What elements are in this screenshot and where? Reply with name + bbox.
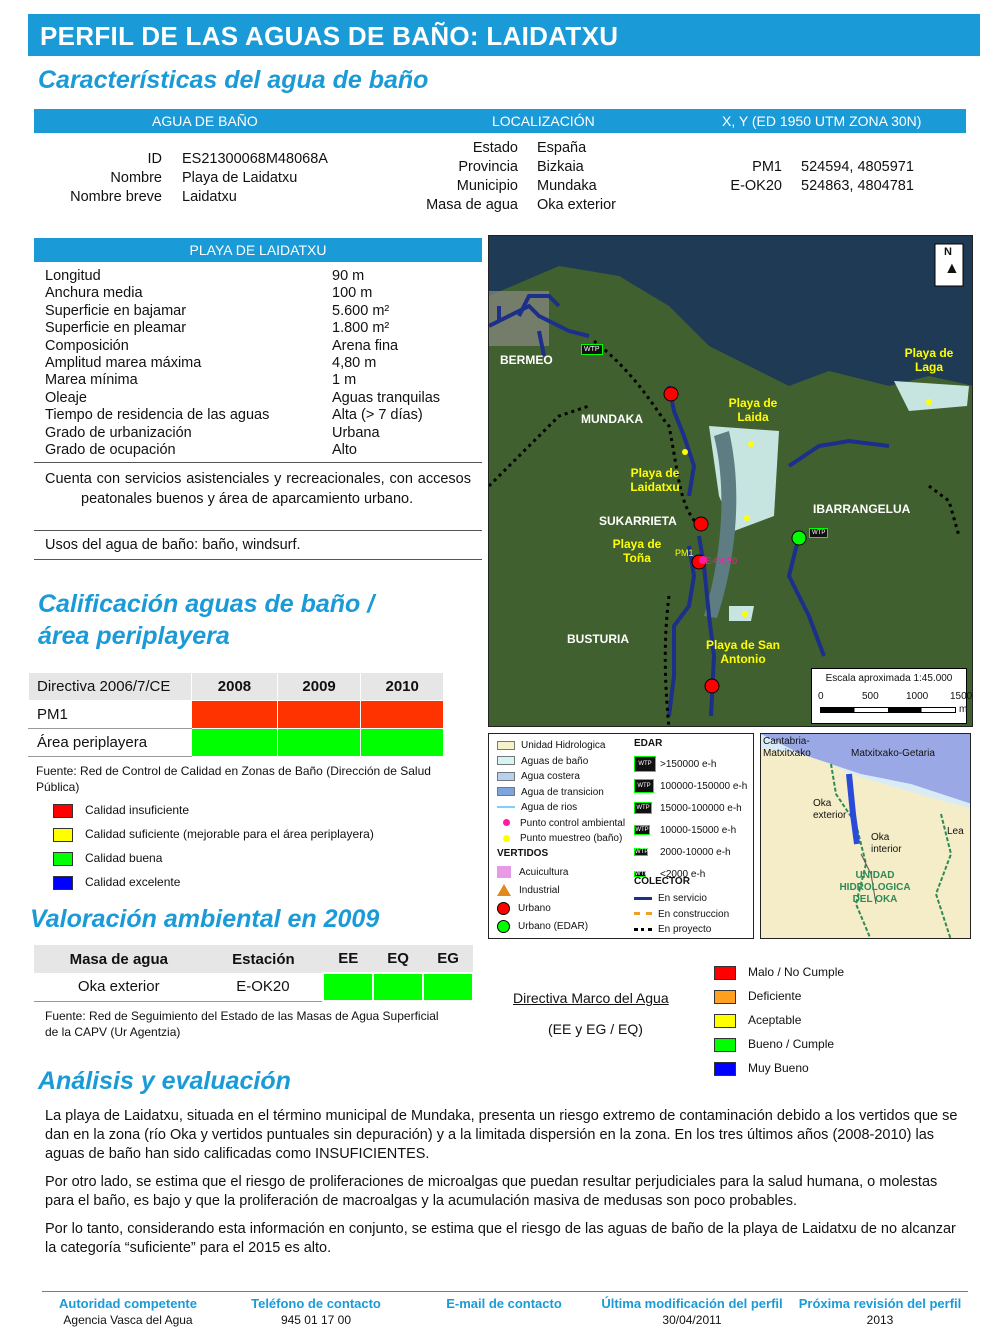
legend-edar-label: 15000-100000 e-h [660, 803, 742, 814]
inset-label-e: Lea [947, 826, 964, 837]
inset-label-d: Oka interior [871, 832, 902, 855]
legend-hydro-item [497, 800, 625, 816]
caract-values [182, 150, 328, 207]
playa-attr-value: Alto [332, 442, 357, 459]
calif-heading-line2: área periplayera [38, 622, 230, 650]
legend-swatch [714, 1062, 736, 1076]
dma-link[interactable]: Directiva Marco del Agua [513, 990, 669, 1006]
legend-hydro-label: Aguas de baño [521, 755, 589, 767]
north-arrow-label: N [944, 246, 952, 258]
section-heading-calificacion [38, 588, 374, 652]
map-label-laidatxu: Playa de Laidatxu [630, 466, 680, 494]
caract-keys [40, 150, 162, 207]
legend-edar-item [634, 798, 747, 820]
playa-row [45, 407, 482, 424]
cell-ee [323, 973, 373, 1001]
footer-label: Teléfono de contacto [251, 1296, 381, 1311]
footer-label: Autoridad competente [59, 1296, 197, 1311]
calif-heading-line1: Calificación aguas de baño / [38, 590, 375, 618]
legend-hydro-label: Agua costera [521, 771, 580, 782]
legend-symbol [497, 866, 511, 878]
legend-edar-label: >150000 e-h [660, 759, 717, 770]
map-label-mundaka: MUNDAKA [581, 412, 643, 426]
legend-item [714, 984, 844, 1008]
scale-tick-label: 1500 [950, 691, 973, 702]
footer-label: E-mail de contacto [446, 1296, 562, 1311]
map-label-santonio: Playa de San Antonio [705, 638, 781, 666]
legend-vertido-item [497, 882, 588, 900]
playa-attr-key: Superficie en pleamar [45, 320, 187, 337]
footer-value: 945 01 17 00 [280, 1313, 352, 1327]
playa-row [45, 303, 482, 320]
playa-row [45, 355, 482, 372]
legend-hydro [497, 738, 625, 847]
playa-attr-value: 5.600 m² [332, 302, 390, 319]
legend-label: Calidad buena [85, 851, 163, 865]
legend-symbol [497, 884, 511, 896]
legend-label: Calidad suficiente (mejorable para el área periplayera) [85, 827, 374, 841]
legend-symbol [497, 902, 510, 915]
legend-swatch [53, 876, 73, 890]
id-value: ES21300068M48068A [182, 151, 328, 167]
coord-keys [700, 158, 782, 196]
legend-swatch [497, 741, 515, 750]
legend-hydro-item [497, 785, 625, 801]
legend-colector-item [634, 891, 729, 907]
legend-hydro-item [497, 816, 625, 832]
legend-swatch [53, 804, 73, 818]
dma-subtitle: (EE y EG / EQ) [548, 1021, 643, 1037]
inset-svg [761, 734, 971, 939]
usos-text: Usos del agua de baño: baño, windsurf. [45, 537, 301, 553]
legend-swatch [497, 806, 515, 808]
playa-attr-value: 1 m [332, 372, 357, 389]
legend-swatch [497, 787, 515, 796]
playa-attr-key: Amplitud marea máxima [45, 355, 202, 372]
provincia-key: Provincia [458, 159, 518, 175]
section-heading-valoracion: Valoración ambiental en 2009 [30, 905, 380, 933]
legend-swatch [503, 835, 510, 842]
wtp-icon: WTP [809, 528, 828, 538]
map-label-laida: Playa de Laida [728, 396, 778, 424]
footer-divider [42, 1291, 968, 1292]
legend-hydro-item [497, 754, 625, 770]
edar-heading: EDAR [634, 738, 663, 749]
estado-key: Estado [472, 140, 518, 156]
playa-attr-key: Oleaje [45, 389, 87, 406]
legend-swatch [714, 1038, 736, 1052]
map-label-bermeo: BERMEO [500, 353, 553, 367]
wtp-icon: WTP [634, 756, 656, 772]
col-masa: Masa de agua [69, 950, 168, 968]
legend-hydro-label: Agua de rios [521, 802, 578, 813]
row-pm1-label: PM1 [29, 701, 192, 729]
footer-column [786, 1296, 974, 1327]
playa-row [45, 425, 482, 442]
divider [34, 462, 482, 463]
playa-attr-key: Marea mínima [45, 372, 138, 389]
map-label-busturia: BUSTURIA [567, 632, 629, 646]
legend-colector-item [634, 922, 729, 938]
col-localizacion: LOCALIZACIÓN [492, 113, 595, 129]
loc-values [537, 139, 616, 215]
col-eg: EG [437, 950, 459, 967]
playa-attr-value: 4,80 m [332, 355, 377, 372]
legend-item [714, 960, 844, 984]
legend-swatch [714, 1014, 736, 1028]
col-eq: EQ [387, 950, 409, 967]
playa-header: PLAYA DE LAIDATXU [34, 238, 482, 262]
analisis-p1: La playa de Laidatxu, situada en el término municipal de Mundaka, presenta un riesgo extremo de contaminación debido a los vertidos que se dan en la zona (río Oka y vertidos puntuales sin depuración) y a la limitada dispersión en la zona. En los tres últimos años (2008-2010) las aguas de baño han sido calificadas como INSUFICIENTES. [45, 1108, 958, 1162]
col-estacion: Estación [232, 950, 295, 968]
playa-attr-value: Arena fina [332, 337, 399, 354]
footer [34, 1296, 974, 1327]
map-label-ibarrangelua: IBARRANGELUA [813, 502, 911, 516]
legend-hydro-item [497, 831, 625, 847]
footer-value: Agencia Vasca del Agua [63, 1313, 193, 1327]
pm1-coords: 524594, 4805971 [801, 159, 914, 175]
legend-swatch [503, 819, 510, 826]
calif-legend [53, 798, 374, 894]
legend-vertido-item [497, 900, 588, 918]
playa-attr-key: Composición [45, 337, 129, 354]
masa-key: Masa de agua [426, 197, 518, 213]
col-2010: 2010 [361, 673, 444, 701]
scale-tick-label: 1000 [906, 691, 929, 702]
pm1-key: PM1 [752, 159, 782, 175]
municipio-value: Mundaka [537, 178, 597, 194]
playa-attr-value: Urbana [332, 424, 380, 441]
scale-tick-label: 0 [818, 691, 824, 702]
eok20-key: E-OK20 [730, 178, 782, 194]
valoracion-table [34, 945, 474, 1002]
legend-edar-label: 100000-150000 e-h [660, 781, 748, 792]
playa-attr-value: Aguas tranquilas [332, 389, 441, 406]
aerial-map[interactable] [488, 235, 973, 727]
playa-attributes [45, 268, 482, 459]
valor-fuente: Fuente: Red de Seguimiento del Estado de las Masas de Agua Superficial de la CAPV (Ur Agentzia) [45, 1009, 439, 1039]
map-label-eok20: E-OK20 [705, 556, 738, 566]
playa-attr-key: Grado de urbanización [45, 424, 192, 441]
playa-attr-value: 1.800 m² [332, 320, 390, 337]
map-label-pm1: PM1 [675, 548, 694, 558]
north-arrow-icon: ▲ [944, 260, 960, 277]
wtp-icon: WTP [635, 871, 649, 878]
legend-swatch [714, 990, 736, 1004]
inset-label-b: Matxitxako-Getaria [851, 748, 935, 759]
scale-unit: m [959, 704, 968, 715]
legend-hydro-item [497, 738, 625, 754]
eok20-coords: 524863, 4804781 [801, 178, 914, 194]
playa-row [45, 320, 482, 337]
valor-legend [714, 960, 844, 1080]
val-masa: Oka exterior [34, 973, 204, 1001]
servicios-text: Cuenta con servicios asistenciales y recreacionales, con accesos peatonales buenos y área de aparcamiento urbano. [45, 471, 471, 507]
playa-row [45, 372, 482, 389]
cell-eg [423, 973, 473, 1001]
map-label-sukarrieta: SUKARRIETA [599, 514, 677, 528]
wtp-icon: WTP [635, 849, 649, 856]
cell-pm1-2010 [361, 701, 444, 729]
inset-map [760, 733, 971, 939]
col-coords: X, Y (ED 1950 UTM ZONA 30N) [722, 113, 922, 129]
footer-column [410, 1296, 598, 1327]
cell-area-2010 [361, 729, 444, 757]
coord-values [801, 158, 914, 196]
footer-column [222, 1296, 410, 1327]
scale-ticks [818, 691, 973, 703]
legend-label: Malo / No Cumple [748, 965, 845, 979]
wtp-icon: WTP [634, 802, 652, 814]
legend-hydro-label: Punto control ambiental [520, 817, 626, 829]
playa-row [45, 268, 482, 285]
breve-key: Nombre breve [70, 189, 162, 205]
playa-attr-value: 100 m [332, 285, 373, 302]
divider [34, 530, 482, 531]
playa-attr-key: Tiempo de residencia de las aguas [45, 407, 270, 424]
legend-colector-label: En construccion [658, 908, 730, 920]
col-2009: 2009 [277, 673, 361, 701]
legend-colector-item [634, 907, 729, 923]
legend-label: Deficiente [748, 989, 802, 1003]
scale-tick-label: 500 [862, 691, 879, 702]
legend-vertido-item [497, 918, 588, 936]
inset-label-f: UNIDAD HIDROLOGICA DEL OKA [839, 870, 911, 905]
loc-keys [400, 139, 518, 215]
scale-title: Escala aproximada 1:45.000 [825, 673, 953, 684]
legend-colector-label: En servicio [658, 893, 707, 904]
wtp-icon: WTP [635, 827, 649, 834]
val-estacion: E-OK20 [204, 973, 324, 1001]
legend-swatch [53, 852, 73, 866]
legend-edar-item [634, 776, 747, 798]
legend-hydro-label: Unidad Hidrologica [521, 740, 606, 751]
vertidos-heading: VERTIDOS [497, 848, 549, 859]
wtp-icon: WTP [634, 779, 654, 793]
footer-value: 2013 [866, 1313, 894, 1327]
cell-eq [373, 973, 423, 1001]
legend-label: Muy Bueno [748, 1061, 809, 1075]
col-ee: EE [338, 950, 359, 967]
map-label-laga: Playa de Laga [904, 346, 954, 374]
legend-swatch [53, 828, 73, 842]
col-2008: 2008 [192, 673, 278, 701]
inset-label-c: Oka exterior [813, 798, 847, 821]
breve-value: Laidatxu [182, 189, 237, 205]
legend-swatch [497, 772, 515, 781]
legend-item [714, 1008, 844, 1032]
legend-swatch [497, 756, 515, 765]
analisis-p2: Por otro lado, se estima que el riesgo de proliferaciones de microalgas que puedan resultar perjudiciales para la salud humana, o molestas para el baño, es bajo y que la proliferación de macroalgas y la acumulación masiva de medusas son poco probables. [45, 1174, 938, 1209]
divider [34, 559, 482, 560]
playa-attr-value: Alta (> 7 días) [332, 407, 423, 424]
playa-attr-key: Grado de ocupación [45, 442, 176, 459]
nombre-value: Playa de Laidatxu [182, 170, 298, 186]
legend-vertido-label: Urbano [518, 903, 551, 914]
cell-area-2008 [192, 729, 278, 757]
legend-colector-label: En proyecto [658, 924, 712, 935]
legend-hydro-label: Punto muestreo (baño) [520, 833, 623, 844]
legend-colector [634, 891, 729, 938]
map-legend [488, 733, 754, 939]
page-title: PERFIL DE LAS AGUAS DE BAÑO: LAIDATXU [28, 14, 980, 56]
legend-line [634, 912, 652, 915]
playa-row [45, 390, 482, 407]
legend-item [53, 870, 374, 894]
playa-attr-key: Anchura media [45, 285, 143, 302]
legend-vertidos [497, 864, 588, 936]
legend-label: Calidad excelente [85, 875, 181, 889]
legend-vertido-label: Acuicultura [519, 867, 569, 878]
legend-item [53, 846, 374, 870]
col-directiva: Directiva 2006/7/CE [29, 673, 192, 701]
legend-vertido-label: Urbano (EDAR) [518, 921, 589, 932]
playa-row [45, 338, 482, 355]
legend-edar-item [634, 754, 747, 776]
footer-value: 30/04/2011 [662, 1313, 722, 1327]
footer-column [598, 1296, 786, 1327]
playa-attr-value: 90 m [332, 268, 365, 284]
legend-swatch [714, 966, 736, 980]
playa-attr-key: Superficie en bajamar [45, 302, 187, 319]
nombre-key: Nombre [110, 170, 162, 186]
legend-label: Calidad insuficiente [85, 803, 190, 817]
legend-edar [634, 754, 747, 886]
row-area-label: Área periplayera [29, 729, 192, 757]
legend-line [634, 928, 652, 931]
legend-edar-item [634, 842, 747, 864]
analisis-text [45, 1107, 967, 1258]
id-key: ID [147, 151, 162, 167]
legend-vertido-label: Industrial [519, 885, 560, 896]
playa-attr-key: Longitud [45, 268, 101, 284]
section-heading-caracteristicas: Características del agua de baño [38, 66, 429, 94]
footer-label: Próxima revisión del perfil [798, 1296, 962, 1311]
cell-pm1-2009 [277, 701, 361, 729]
legend-item [53, 798, 374, 822]
estado-value: España [537, 140, 587, 156]
municipio-key: Municipio [456, 178, 518, 194]
legend-item [714, 1032, 844, 1056]
scale-bar [811, 668, 973, 724]
calificacion-table [28, 672, 444, 757]
inset-label-a: Cantabria-Matxitxako [763, 736, 811, 759]
footer-column [34, 1296, 222, 1327]
analisis-p3: Por lo tanto, considerando esta información en conjunto, se estima que el riesgo de las aguas de baño de la playa de Laidatxu de no alcanzar la categoría “suficiente” para el 2015 es alto. [45, 1221, 956, 1256]
playa-row [45, 442, 482, 459]
cell-area-2009 [277, 729, 361, 757]
wtp-icon: WTP [581, 344, 603, 355]
legend-edar-label: 2000-10000 e-h [660, 847, 731, 858]
legend-item [53, 822, 374, 846]
footer-label: Última modificación del perfil [601, 1296, 783, 1311]
legend-symbol [497, 920, 510, 933]
masa-value: Oka exterior [537, 197, 616, 213]
calif-fuente: Fuente: Red de Control de Calidad en Zonas de Baño (Dirección de Salud Pública) [36, 764, 431, 794]
legend-edar-label: 10000-15000 e-h [660, 825, 737, 836]
playa-row [45, 285, 482, 302]
scale-graphic [820, 707, 956, 713]
legend-line [634, 897, 652, 900]
legend-item [714, 1056, 844, 1080]
legend-hydro-item [497, 769, 625, 785]
legend-edar-label: <2000 e-h [660, 869, 706, 880]
legend-edar-item [634, 820, 747, 842]
map-label-tona: Playa de Toña [612, 537, 662, 565]
legend-hydro-label: Agua de transicion [521, 786, 604, 798]
legend-vertido-item [497, 864, 588, 882]
col-agua: AGUA DE BAÑO [152, 113, 258, 129]
section-heading-analisis: Análisis y evaluación [38, 1067, 291, 1095]
cell-pm1-2008 [192, 701, 278, 729]
provincia-value: Bizkaia [537, 159, 584, 175]
legend-label: Bueno / Cumple [748, 1037, 835, 1051]
legend-label: Aceptable [748, 1013, 802, 1027]
colector-heading: COLECTOR [634, 876, 690, 887]
caract-header-bar [34, 109, 966, 133]
